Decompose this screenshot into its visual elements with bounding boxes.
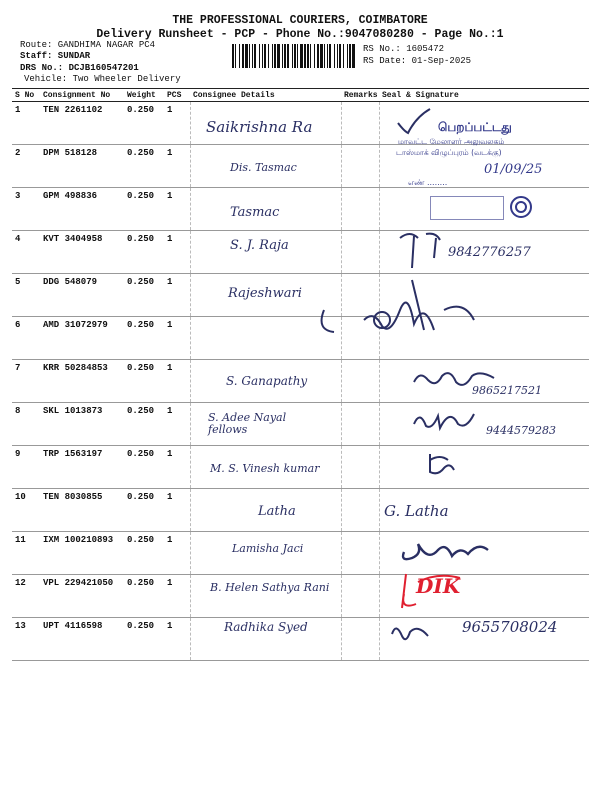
cell-weight: 0.250 (124, 274, 164, 317)
barcode-bar (320, 44, 323, 68)
cell-pcs: 1 (164, 618, 190, 661)
barcode-bar (259, 44, 260, 68)
col-consignment: Consignment No (40, 89, 124, 102)
cell-consignment: AMD 31072979 (40, 317, 124, 360)
signature-scribble-icon (398, 536, 494, 566)
cell-weight: 0.250 (124, 102, 164, 145)
cell-sno: 4 (12, 231, 40, 274)
handwritten-consignee: B. Helen Sathya Rani (210, 581, 330, 594)
cell-consignment: IXM 100210893 (40, 532, 124, 575)
cell-weight: 0.250 (124, 618, 164, 661)
route-label: Route: GANDHIMA NAGAR PC4 (20, 40, 156, 50)
cell-weight: 0.250 (124, 532, 164, 575)
handwritten-signature: 9444579283 (486, 424, 556, 437)
signature-scribble-icon (396, 228, 456, 272)
cell-sno: 10 (12, 489, 40, 532)
cell-weight: 0.250 (124, 188, 164, 231)
cell-sno: 2 (12, 145, 40, 188)
cell-sno: 5 (12, 274, 40, 317)
cell-sno: 11 (12, 532, 40, 575)
barcode-bar (324, 44, 325, 68)
cell-weight: 0.250 (124, 403, 164, 446)
rs-date-label: RS Date: 01-Sep-2025 (363, 56, 472, 66)
handwritten-consignee: Saikrishna Ra (206, 118, 313, 136)
vehicle-label: Vehicle: Two Wheeler Delivery (24, 74, 181, 84)
cell-remarks (341, 489, 379, 532)
barcode-bar (282, 44, 283, 68)
table-header-row (12, 89, 589, 102)
cell-weight: 0.250 (124, 489, 164, 532)
cell-seal (379, 446, 589, 489)
signature-scribble-icon (424, 448, 458, 478)
cell-remarks (341, 102, 379, 145)
col-pcs: PCS (164, 89, 190, 102)
barcode-bar (284, 44, 286, 68)
barcode-bar (252, 44, 253, 68)
barcode-bar (334, 44, 335, 68)
cell-remarks (341, 618, 379, 661)
barcode (232, 44, 357, 68)
barcode-bar (314, 44, 315, 68)
seal-circle-icon (508, 194, 534, 220)
handwritten-consignee: S. Adee Nayal fellows (208, 411, 287, 436)
col-consignee: Consignee Details (190, 89, 341, 102)
handwritten-consignee: Latha (258, 504, 296, 519)
cell-remarks (341, 360, 379, 403)
cell-sno: 13 (12, 618, 40, 661)
stamp-date: 01/09/25 (484, 162, 543, 177)
barcode-bar (262, 44, 263, 68)
barcode-bar (274, 44, 276, 68)
cell-consignment: DDG 548079 (40, 274, 124, 317)
cell-sno: 3 (12, 188, 40, 231)
handwritten-signature: G. Latha (384, 502, 449, 520)
cell-pcs: 1 (164, 360, 190, 403)
handwritten-signature: 9842776257 (448, 245, 531, 260)
cell-pcs: 1 (164, 102, 190, 145)
cell-consignment: KRR 50284853 (40, 360, 124, 403)
staff-label: Staff: SUNDAR (20, 51, 91, 61)
cell-pcs: 1 (164, 575, 190, 618)
cell-remarks (341, 446, 379, 489)
signature-scribble-icon (304, 270, 504, 350)
cell-remarks (341, 532, 379, 575)
barcode-bar (245, 44, 248, 68)
barcode-bar (292, 44, 293, 68)
barcode-bar (272, 44, 273, 68)
barcode-bar (352, 44, 355, 68)
cell-consignment: TEN 2261102 (40, 102, 124, 145)
received-stamp (388, 116, 568, 226)
stamp2-line: எண் ........ (408, 178, 448, 187)
handwritten-signature: 9655708024 (462, 618, 558, 636)
handwritten-consignee: S. J. Raja (230, 238, 289, 253)
cell-weight: 0.250 (124, 360, 164, 403)
cell-sno: 8 (12, 403, 40, 446)
stamp-line1: மாவட்ட மேலாளர் அலுவலகம் (398, 137, 505, 146)
stamp-inner-box (430, 196, 504, 220)
stamp-line2: டாஸ்மாக் விழுப்புரம் (வடக்கு) (396, 148, 502, 157)
barcode-bar (329, 44, 331, 68)
cell-weight: 0.250 (124, 231, 164, 274)
handwritten-consignee: M. S. Vinesh kumar (210, 462, 320, 475)
cell-pcs: 1 (164, 532, 190, 575)
cell-consignment: TRP 1563197 (40, 446, 124, 489)
cell-remarks (341, 188, 379, 231)
runsheet-subtitle: Delivery Runsheet - PCP - Phone No.:9047080280 - Page No.:1 (96, 28, 504, 41)
cell-consignment: VPL 229421050 (40, 575, 124, 618)
barcode-bar (239, 44, 240, 68)
rs-no-label: RS No.: 1605472 (363, 44, 445, 54)
cell-remarks (341, 231, 379, 274)
handwritten-consignee: Radhika Syed (224, 620, 308, 634)
cell-weight: 0.250 (124, 575, 164, 618)
barcode-bar (349, 44, 351, 68)
barcode-bar (294, 44, 296, 68)
cell-consignment: DPM 518128 (40, 145, 124, 188)
cell-consignment: UPT 4116598 (40, 618, 124, 661)
cell-weight: 0.250 (124, 317, 164, 360)
barcode-bar (337, 44, 338, 68)
cell-sno: 12 (12, 575, 40, 618)
cell-pcs: 1 (164, 188, 190, 231)
cell-weight: 0.250 (124, 145, 164, 188)
barcode-bar (304, 44, 306, 68)
barcode-bar (347, 44, 348, 68)
barcode-bar (297, 44, 298, 68)
cell-remarks (341, 403, 379, 446)
cell-pcs: 1 (164, 231, 190, 274)
handwritten-consignee: Tasmac (230, 205, 280, 220)
cell-pcs: 1 (164, 403, 190, 446)
drs-label: DRS No.: DCJB160547201 (20, 63, 139, 73)
col-seal: Seal & Signature (379, 89, 589, 102)
barcode-bar (300, 44, 303, 68)
cell-sno: 1 (12, 102, 40, 145)
barcode-bar (287, 44, 289, 68)
cell-sno: 9 (12, 446, 40, 489)
barcode-bar (254, 44, 256, 68)
company-title: THE PROFESSIONAL COURIERS, COIMBATORE (172, 14, 428, 27)
table-row (12, 489, 589, 532)
barcode-bar (339, 44, 341, 68)
barcode-bar (268, 44, 269, 68)
barcode-bar (235, 44, 236, 68)
barcode-bar (242, 44, 244, 68)
col-sno: S No (12, 89, 40, 102)
cell-consignment: KVT 3404958 (40, 231, 124, 274)
cell-sno: 6 (12, 317, 40, 360)
cell-sno: 7 (12, 360, 40, 403)
handwritten-consignee: Rajeshwari (228, 286, 302, 301)
cell-pcs: 1 (164, 446, 190, 489)
cell-consignment: TEN 8030855 (40, 489, 124, 532)
red-scribble-icon (398, 568, 468, 612)
cell-consignment: SKL 1013873 (40, 403, 124, 446)
barcode-bar (327, 44, 328, 68)
barcode-bar (249, 44, 250, 68)
signature-scribble-icon (410, 404, 480, 434)
barcode-bar (317, 44, 319, 68)
cell-consignment: GPM 498836 (40, 188, 124, 231)
stamp-title: பெறப்பட்டது (438, 120, 512, 134)
handwritten-consignee: Dis. Tasmac (230, 161, 297, 174)
handwritten-signature: 9865217521 (472, 384, 542, 397)
cell-remarks (341, 575, 379, 618)
cell-pcs: 1 (164, 489, 190, 532)
barcode-bar (310, 44, 311, 68)
handwritten-consignee: S. Ganapathy (226, 374, 308, 388)
cell-pcs: 1 (164, 317, 190, 360)
barcode-bar (232, 44, 234, 68)
handwritten-consignee: Lamisha Jaci (232, 542, 304, 555)
signature-scribble-icon (388, 620, 432, 646)
handwritten-signature-red: DIK (416, 574, 461, 598)
cell-pcs: 1 (164, 145, 190, 188)
col-remarks: Remarks (341, 89, 379, 102)
barcode-bar (343, 44, 344, 68)
cell-remarks (341, 145, 379, 188)
cell-weight: 0.250 (124, 446, 164, 489)
barcode-bar (277, 44, 280, 68)
signature-scribble-icon (410, 366, 500, 392)
barcode-bar (264, 44, 266, 68)
col-weight: Weight (124, 89, 164, 102)
cell-pcs: 1 (164, 274, 190, 317)
barcode-bar (307, 44, 309, 68)
